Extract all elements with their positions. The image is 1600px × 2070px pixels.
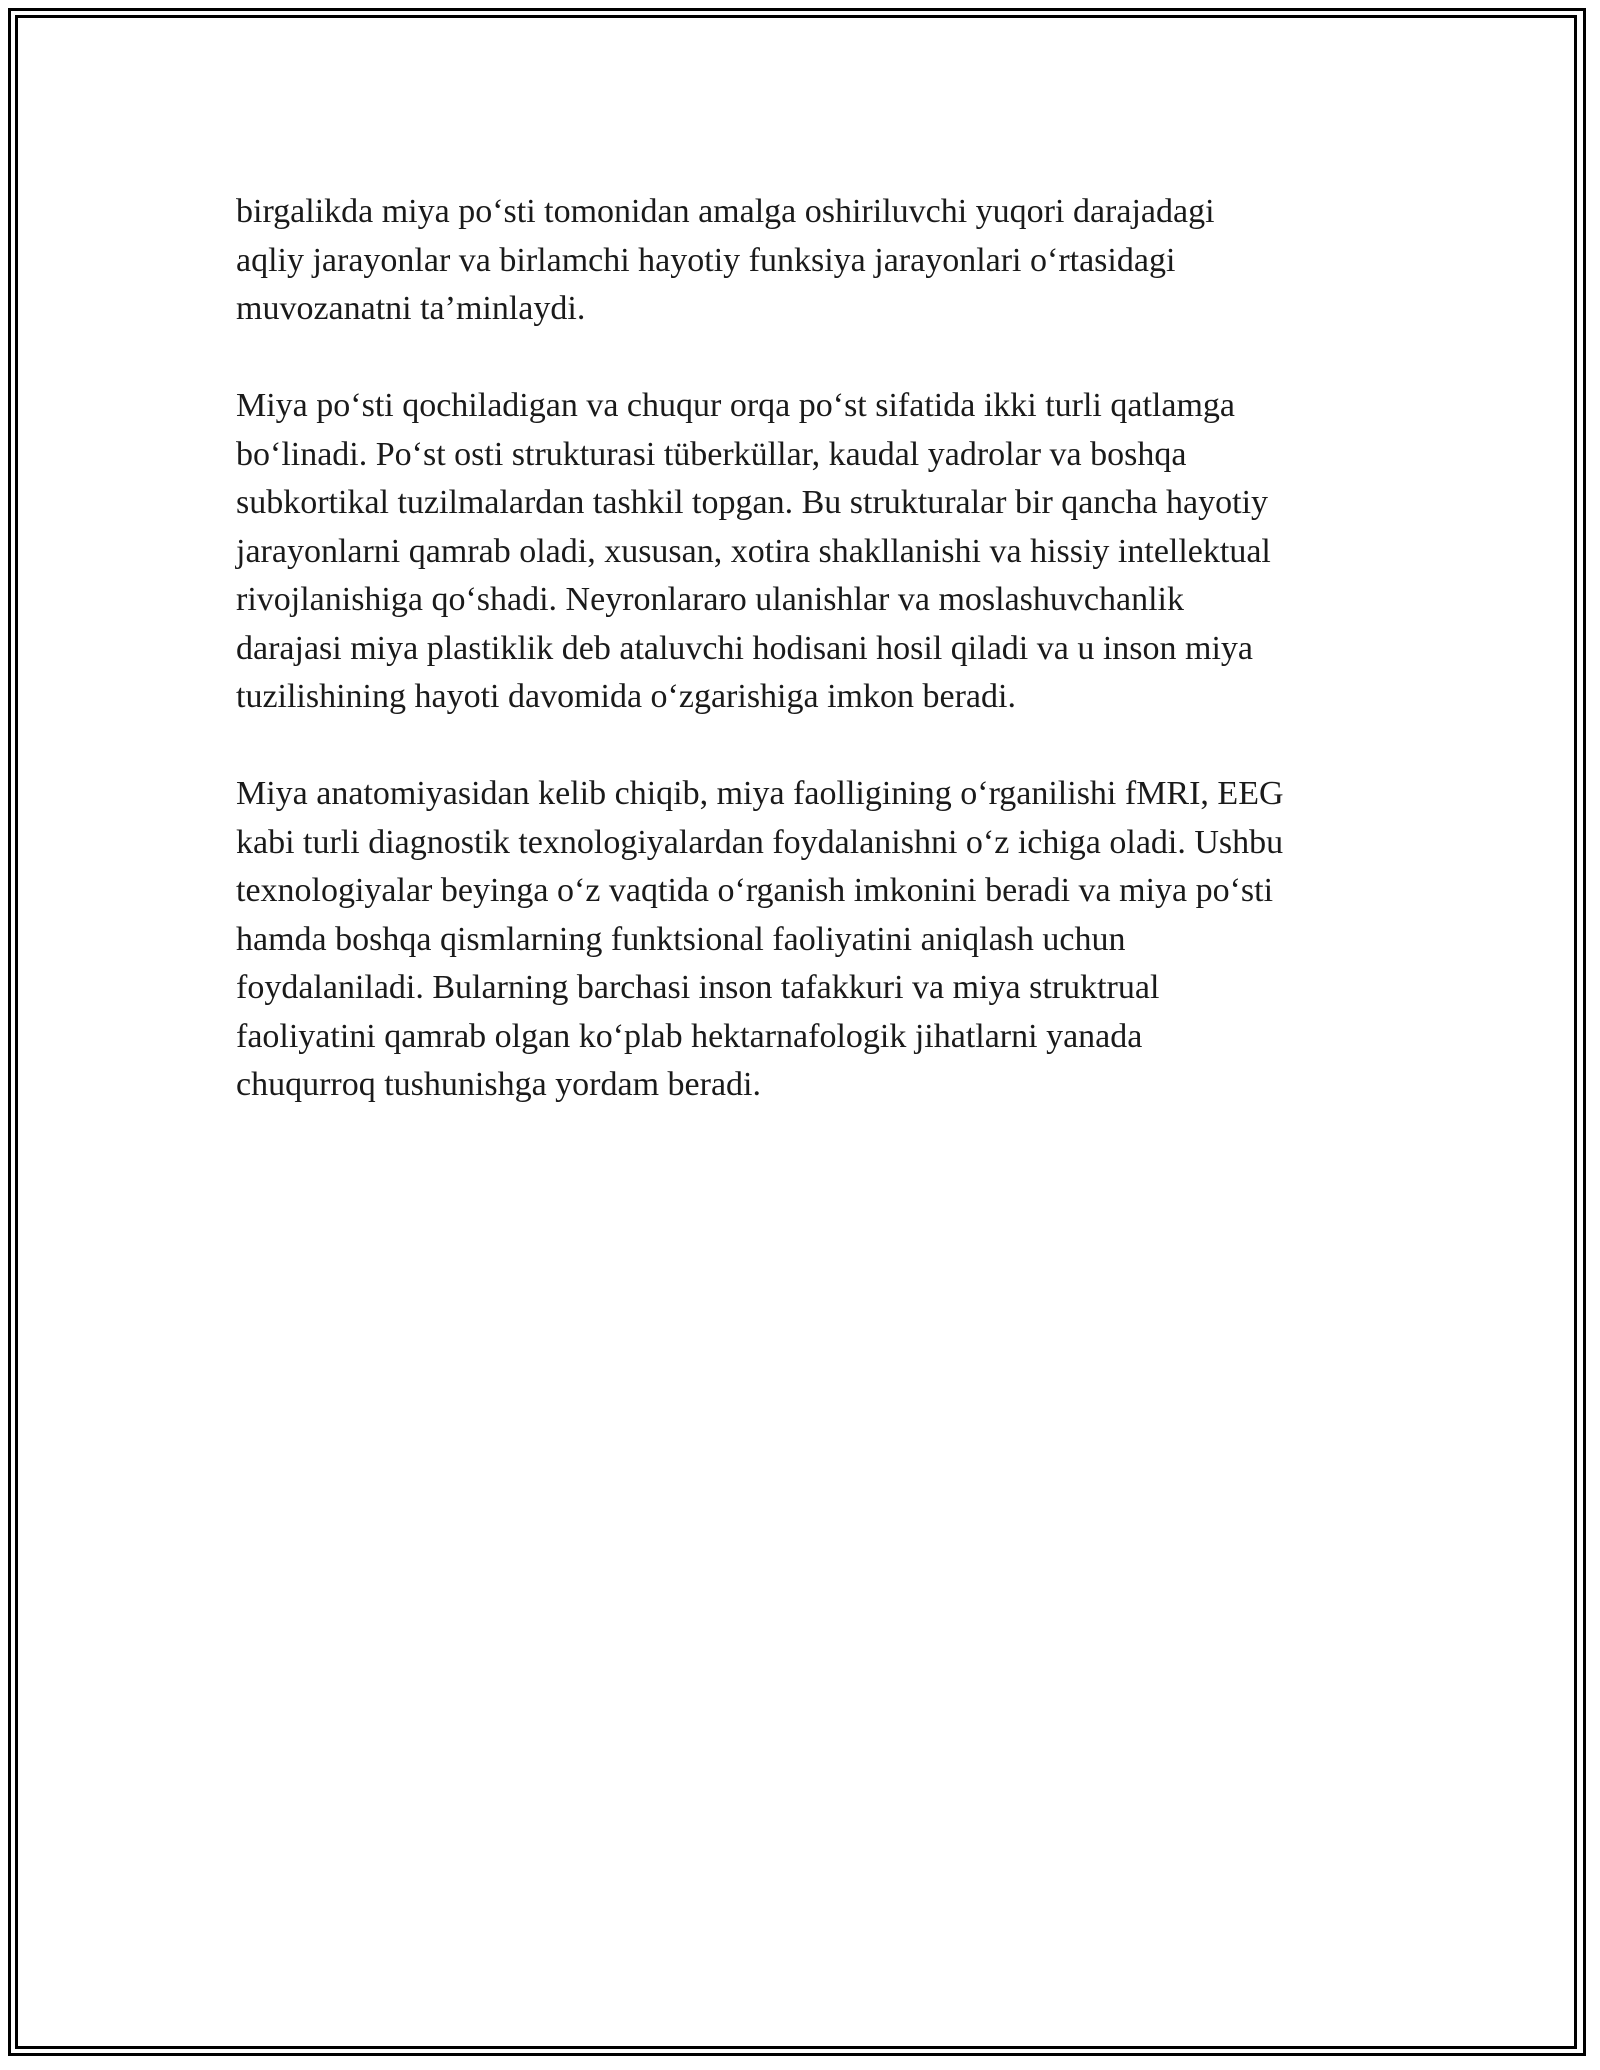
paragraph-3: Miya anatomiyasidan kelib chiqib, miya faolligining o‘rganilishi fMRI, EEG kabi turli diagnostik texnologiyalardan foydalanishni o‘z ichiga oladi. Ushbu texnologiyalar beyinga o‘z vaqtida o‘rganish imkonini beradi va miya po‘sti hamda boshqa qismlarning funktsional faoliyatini aniqlash uchun foydalaniladi. Bularning barchasi inson tafakkuri va miya struktrual faoliyatini qamrab olgan ko‘plab hektarnafologik jihatlarni yanada chuqurroq tushunishga yordam beradi. [236, 775, 1284, 1103]
paragraph-2: Miya po‘sti qochiladigan va chuqur orqa po‘st sifatida ikki turli qatlamga bo‘linadi. Po‘st osti strukturasi tüberküllar, kaudal yadrolar va boshqa subkortikal tuzilmalardan tashkil topgan. Bu strukturalar bir qancha hayotiy jarayonlarni qamrab oladi, xususan, xotira shakllanishi va hissiy intellektual rivojlanishiga qo‘shadi. Neyronlararo ulanishlar va moslashuvchanlik darajasi miya plastiklik deb ataluvchi hodisani hosil qiladi va u inson miya tuzilishining hayoti davomida o‘zgarishiga imkon beradi. [236, 387, 1271, 715]
paragraph-1: birgalikda miya po‘sti tomonidan amalga oshiriluvchi yuqori darajadagi aqliy jarayonlar va birlamchi hayotiy funksiya jarayonlari o‘rtasidagi muvozanatni ta’minlaydi. [236, 193, 1215, 327]
document-body [236, 188, 1396, 1158]
